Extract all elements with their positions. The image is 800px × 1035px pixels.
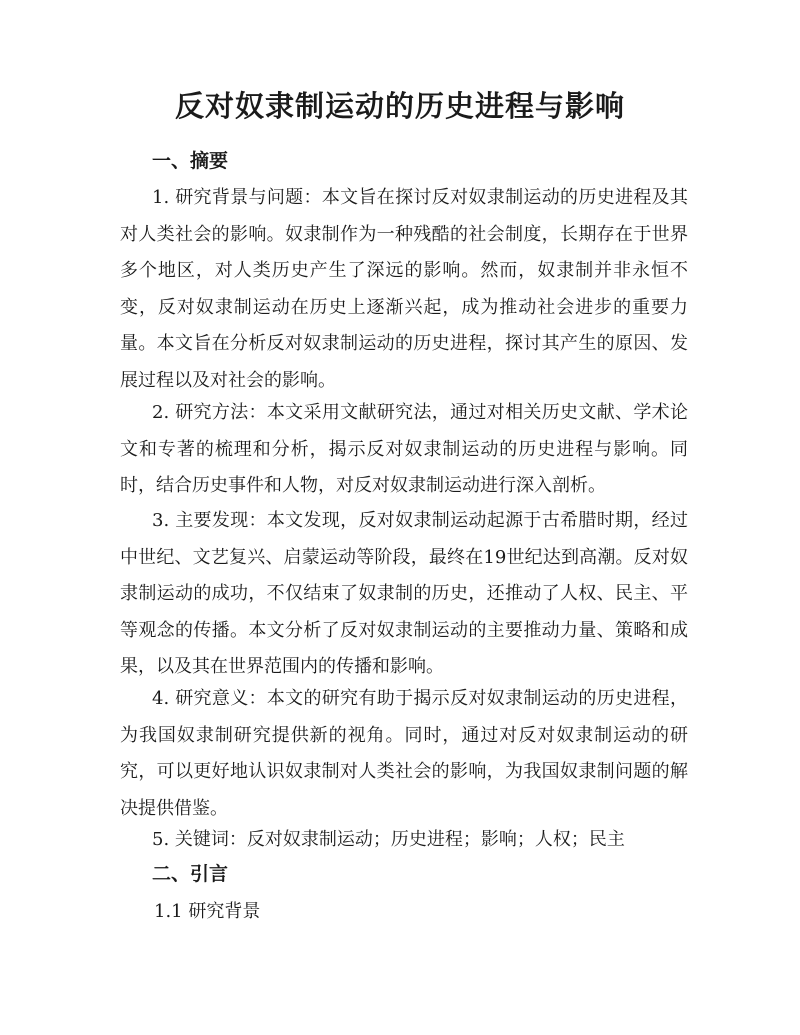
subsection-heading-background: 1.1 研究背景 (154, 901, 261, 922)
page-title: 反对奴隶制运动的历史进程与影响 (174, 89, 625, 123)
paragraph-findings: 3. 主要发现：本文发现，反对奴隶制运动起源于古希腊时期，经过中世纪、文艺复兴、启蒙运动等阶段，最终在19世纪达到高潮。反对奴隶制运动的成功，不仅结束了奴隶制的历史，还推动了人权、民主、平等观念的传播。本文分析了反对奴隶制运动的主要推动力量、策略和成果，以及其在世界范围内的传播和影响。 (120, 510, 688, 677)
paragraph-background: 1. 研究背景与问题：本文旨在探讨反对奴隶制运动的历史进程及其对人类社会的影响。奴隶制作为一种残酷的社会制度，长期存在于世界多个地区，对人类历史产生了深远的影响。然而，奴隶制并非永恒不变，反对奴隶制运动在历史上逐渐兴起，成为推动社会进步的重要力量。本文旨在分析反对奴隶制运动的历史进程，探讨其产生的原因、发展过程以及对社会的影响。 (120, 187, 688, 391)
section-heading-introduction: 二、引言 (152, 863, 229, 885)
paragraph-method: 2. 研究方法：本文采用文献研究法，通过对相关历史文献、学术论文和专著的梳理和分析，揭示反对奴隶制运动的历史进程与影响。同时，结合历史事件和人物，对反对奴隶制运动进行深入剖析。 (120, 402, 688, 496)
paragraph-keywords: 5. 关键词：反对奴隶制运动；历史进程；影响；人权；民主 (152, 829, 625, 850)
paragraph-significance: 4. 研究意义：本文的研究有助于揭示反对奴隶制运动的历史进程，为我国奴隶制研究提供新的视角。同时，通过对反对奴隶制运动的研究，可以更好地认识奴隶制对人类社会的影响，为我国奴隶制问题的解决提供借鉴。 (120, 688, 688, 819)
section-heading-abstract: 一、摘要 (152, 150, 229, 172)
